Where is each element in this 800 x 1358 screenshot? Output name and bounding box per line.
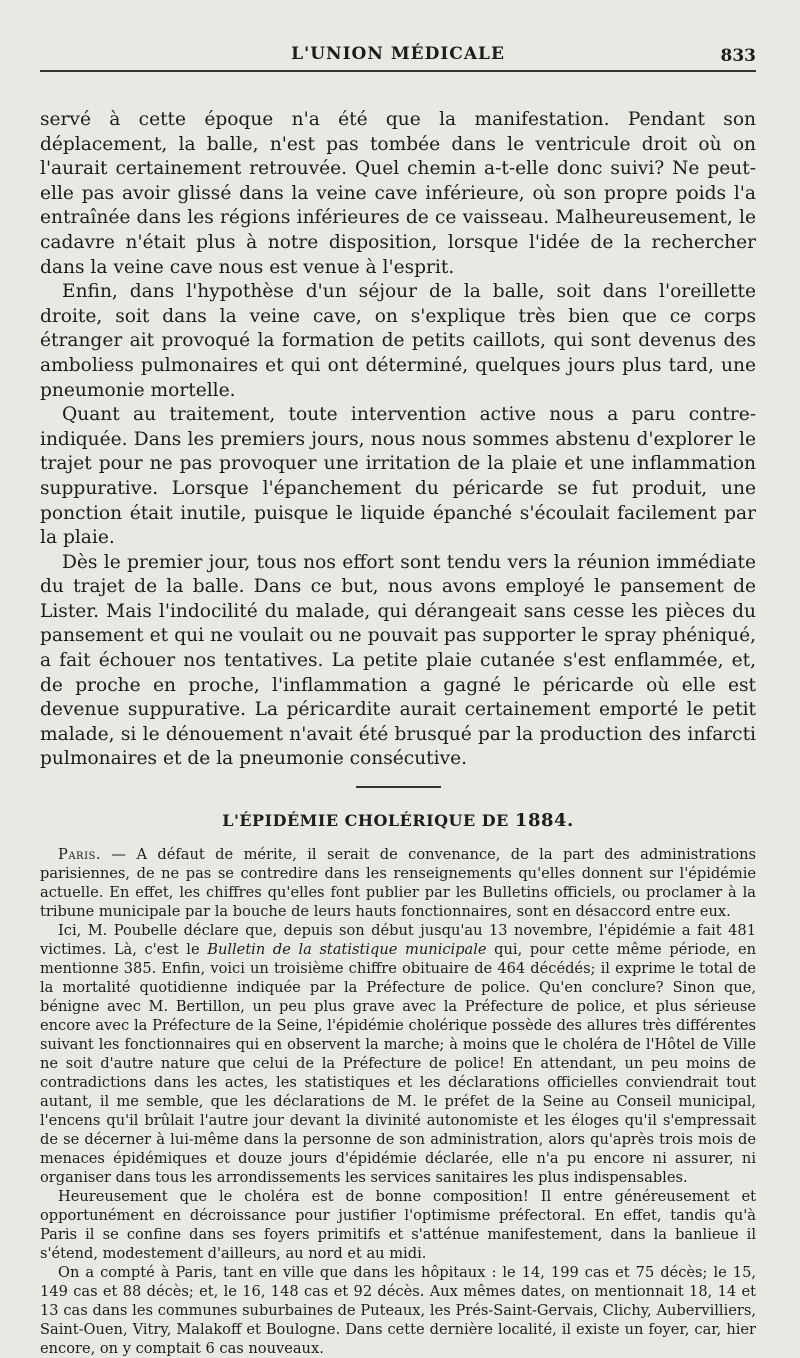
paragraph-text: Ici, M. Poubelle déclare que, depuis son début jusqu'au 13 novembre, l'épidémie a fait 481 victimes. Là, c'est le bbox=[40, 922, 756, 959]
section-title-text: L'ÉPIDÉMIE CHOLÉRIQUE DE bbox=[222, 811, 509, 831]
publication-title: Bulletin de la statistique municipale bbox=[207, 941, 487, 959]
paragraph-text: qui, pour cette même période, en mentionne 385. Enfin, voici un troisième chiffre obituaire de 464 décédés; il exprime le total de la mortalité quotidienne indiquée par la Préfecture de police. Qu'en conclure? Sinon que, bénigne avec M. Bertillon, un peu plus grave avec la Préfecture de police, et plus sérieuse encore avec la Préfecture de la Seine, l'épidémie cholérique possède des allures très différentes suivant les fonctionnaires qui en observent la marche; à moins que le choléra de l'Hôtel de Ville ne soit d'autre nature que celui de la Préfecture de police! En attendant, un peu moins de contradictions dans les actes, les statistiques et les déclarations officielles conviendrait tout autant, il me semble, que les déclarations de M. le préfet de la Seine au Conseil municipal, l'encens qu'il brûlait l'autre jour devant la divinité autonomiste et les éloges qu'il s'empressait de se décerner à lui-même dans la personne de son administration, alors qu'après trois mois de menaces épidémiques et douze jours d'épidémie déclarée, elle n'a pu encore ni assurer, ni organiser dans tous les arrondissements les services sanitaires les plus indispensables. bbox=[40, 941, 756, 1187]
dateline: Paris. bbox=[58, 846, 102, 864]
paragraph: Enfin, dans l'hypothèse d'un séjour de la balle, soit dans l'oreillette droite, soit dans la veine cave, on s'explique très bien que ce corps étranger ait provoqué la formation de petits caillots, qui sont devenus des amboliess pulmonaires et qui ont déterminé, quelques jours plus tard, une pneumonie mortelle. bbox=[40, 281, 756, 401]
paragraph-text: — A défaut de mérite, il serait de convenance, de la part des administrations parisiennes, de ne pas se contredire dans les renseignements qu'elles donnent sur l'épidémie actuelle. En effet, les chiffres qu'elles font publier par les Bulletins officiels, ou proclamer à la tribune municipale par la bouche de leurs hauts fonctionnaires, sont en désaccord entre eux. bbox=[40, 846, 756, 921]
running-title: L'UNION MÉDICALE bbox=[291, 44, 505, 64]
page-header bbox=[40, 30, 756, 70]
header-rule bbox=[40, 70, 756, 72]
paragraph: Quant au traitement, toute intervention active nous a paru contre-indiquée. Dans les premiers jours, nous nous sommes abstenu d'explorer le trajet pour ne pas provoquer une irritation de la plaie et une inflammation suppurative. Lorsque l'épanchement du péricarde se fut produit, une ponction était inutile, puisque le liquide épanché s'écoulait facilement par la plaie. bbox=[40, 404, 756, 549]
section-separator bbox=[356, 786, 441, 788]
paragraph: Heureusement que le choléra est de bonne composition! Il entre généreusement et opportunément en décroissance pour justifier l'optimisme préfectoral. En effet, tandis qu'à Paris il se confine dans ses foyers primitifs et s'atténue manifestement, dans la banlieue il s'étend, modestement d'ailleurs, au nord et au midi. bbox=[40, 1188, 756, 1263]
section-title bbox=[40, 810, 756, 831]
paragraph: On a compté à Paris, tant en ville que dans les hôpitaux : le 14, 199 cas et 75 décès; le 15, 149 cas et 88 décès; et, le 16, 148 cas et 92 décès. Aux mêmes dates, on mentionnait 18, 14 et 13 cas dans les communes suburbaines de Puteaux, les Prés-Saint-Gervais, Clichy, Aubervilliers, Saint-Ouen, Vitry, Malakoff et Boulogne. Dans cette dernière localité, il existe un foyer, car, hier encore, on y comptait 6 cas nouveaux. bbox=[40, 1264, 756, 1358]
paragraph bbox=[40, 845, 756, 921]
cholera-article bbox=[40, 845, 756, 1358]
article-continuation bbox=[40, 108, 756, 772]
paragraph: servé à cette époque n'a été que la manifestation. Pendant son déplacement, la balle, n'est pas tombée dans le ventricule droit où on l'aurait certainement retrouvée. Quel chemin a-t-elle donc suivi? Ne peut-elle pas avoir glissé dans la veine cave inférieure, où son propre poids l'a entraînée dans les régions inférieures de ce vaisseau. Malheureusement, le cadavre n'était plus à notre disposition, lorsque l'idée de la rechercher dans la veine cave nous est venue à l'esprit. bbox=[40, 109, 756, 278]
paragraph: Dès le premier jour, tous nos effort sont tendu vers la réunion immédiate du trajet de la balle. Dans ce but, nous avons employé le pansement de Lister. Mais l'indocilité du malade, qui dérangeait sans cesse les pièces du pansement et qui ne voulait ou ne pouvait pas supporter le spray phéniqué, a fait échouer nos tentatives. La petite plaie cutanée s'est enflammée, et, de proche en proche, l'inflammation a gagné le péricarde où elle est devenue suppurative. La péricardite aurait certainement emporté le petit malade, si le dénouement n'avait été brusqué par la production des infarcti pulmonaires et de la pneumonie consécutive. bbox=[40, 551, 756, 770]
paragraph bbox=[40, 921, 756, 1187]
section-title-year: 1884. bbox=[514, 810, 574, 832]
page-number: 833 bbox=[720, 46, 756, 66]
